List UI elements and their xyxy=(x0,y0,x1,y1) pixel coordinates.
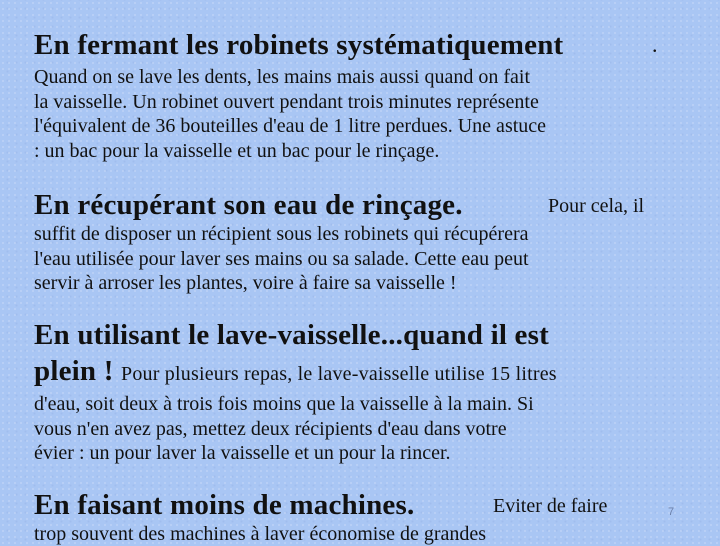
text-line: d'eau, soit deux à trois fois moins que la vaisselle à la main. Si xyxy=(34,393,534,415)
paragraph-recuperant-eau xyxy=(34,222,529,296)
heading-lave-vaisselle: En utilisant le lave-vaisselle...quand il est xyxy=(34,319,549,351)
text-line: vous n'en avez pas, mettez deux récipients d'eau dans votre xyxy=(34,417,507,440)
text-line: l'équivalent de 36 bouteilles d'eau de 1 litre perdues. Une astuce xyxy=(34,115,547,137)
inline-text-lave-vaisselle: Pour plusieurs repas, le lave-vaisselle utilise 15 litres xyxy=(121,363,557,385)
heading-lave-vaisselle-line2 xyxy=(34,354,557,391)
heading-fermant-robinets: En fermant les robinets systématiquement xyxy=(34,29,564,61)
heading-dot: . xyxy=(652,32,658,57)
inline-text-recuperant: Pour cela, il xyxy=(548,195,645,217)
heading-plein: plein ! xyxy=(34,355,114,387)
text-line: suffit de disposer un récipient sous les robinets qui récupérera xyxy=(34,223,529,245)
paragraph-lave-vaisselle xyxy=(34,392,534,466)
inline-text-moins-machines: Eviter de faire xyxy=(493,495,608,517)
paragraph-fermant-robinets xyxy=(34,65,546,163)
text-line: l'eau utilisée pour laver ses mains ou sa salade. Cette eau peut xyxy=(34,247,529,270)
page-number: 7 xyxy=(668,506,675,518)
text-line: : un bac pour la vaisselle et un bac pour le rinçage. xyxy=(34,139,440,162)
text-line: servir à arroser les plantes, voire à faire sa vaisselle ! xyxy=(34,272,457,294)
heading-moins-machines: En faisant moins de machines. xyxy=(34,489,415,521)
heading-recuperant-eau: En récupérant son eau de rinçage. xyxy=(34,189,463,221)
text-line: évier : un pour laver la vaisselle et un pour la rincer. xyxy=(34,442,451,464)
text-line: Quand on se lave les dents, les mains mais aussi quand on fait xyxy=(34,66,531,88)
text-line: la vaisselle. Un robinet ouvert pendant trois minutes représente xyxy=(34,90,539,113)
cut-off-text-line: trop souvent des machines à laver économise de grandes xyxy=(34,523,487,545)
